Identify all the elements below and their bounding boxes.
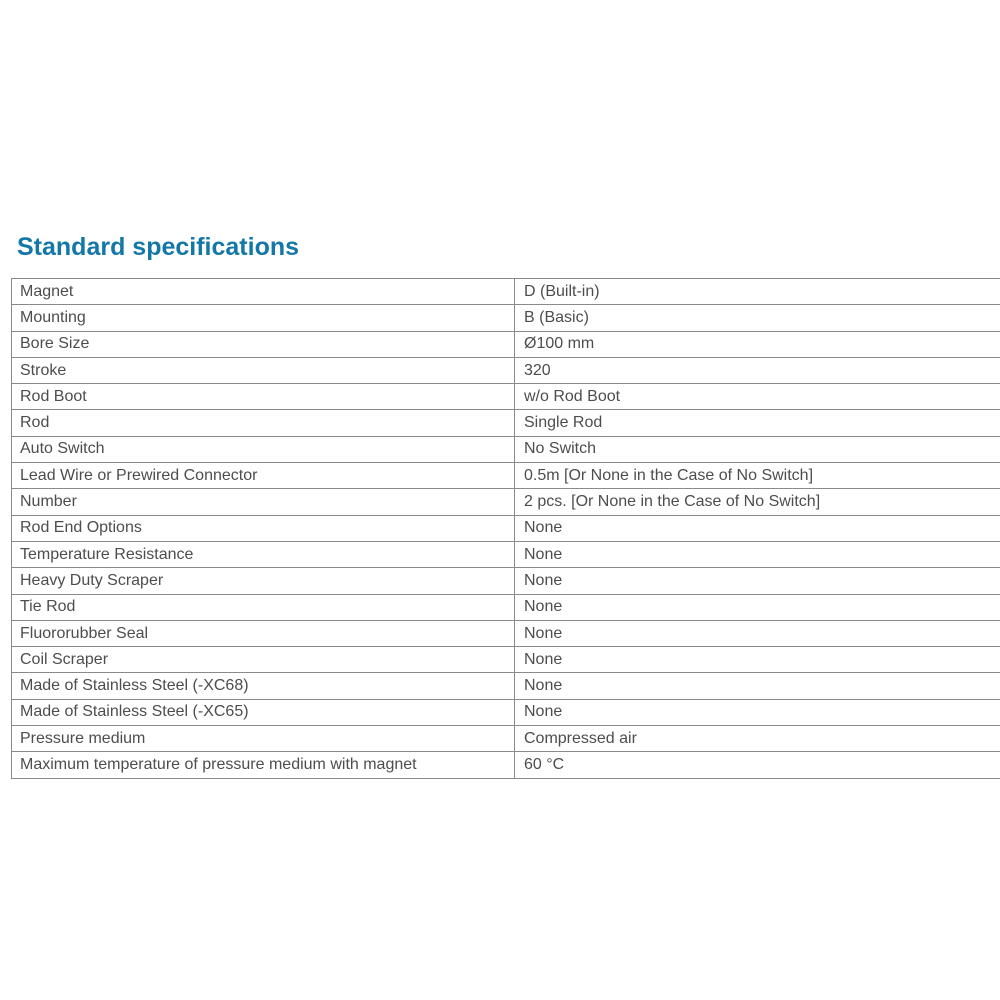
spec-label-cell: Rod End Options (12, 515, 515, 541)
spec-label-cell: Pressure medium (12, 726, 515, 752)
table-row (12, 463, 1000, 489)
spec-value-cell: Ø100 mm (515, 331, 1000, 357)
standard-specifications-table (11, 278, 1000, 779)
table-row (12, 357, 1000, 383)
spec-value-cell: 60 °C (515, 752, 1000, 778)
table-row (12, 436, 1000, 462)
spec-value-cell: 320 (515, 357, 1000, 383)
spec-value-cell: 2 pcs. [Or None in the Case of No Switch] (515, 489, 1000, 515)
spec-value-cell: D (Built-in) (515, 279, 1000, 305)
spec-label-cell: Temperature Resistance (12, 541, 515, 567)
spec-value-cell: None (515, 620, 1000, 646)
spec-label-cell: Bore Size (12, 331, 515, 357)
table-row (12, 673, 1000, 699)
spec-value-cell: Compressed air (515, 726, 1000, 752)
spec-value-cell: None (515, 594, 1000, 620)
spec-label-cell: Coil Scraper (12, 647, 515, 673)
spec-value-cell: None (515, 515, 1000, 541)
spec-label-cell: Heavy Duty Scraper (12, 568, 515, 594)
spec-label-cell: Stroke (12, 357, 515, 383)
spec-table-body (12, 279, 1000, 779)
spec-label-cell: Number (12, 489, 515, 515)
spec-value-cell: Single Rod (515, 410, 1000, 436)
spec-value-cell: 0.5m [Or None in the Case of No Switch] (515, 463, 1000, 489)
table-row (12, 279, 1000, 305)
table-row (12, 726, 1000, 752)
spec-label-cell: Tie Rod (12, 594, 515, 620)
page-title: Standard specifications (17, 233, 300, 261)
spec-label-cell: Rod Boot (12, 384, 515, 410)
spec-value-cell: None (515, 568, 1000, 594)
table-row (12, 647, 1000, 673)
table-row (12, 620, 1000, 646)
spec-value-cell: None (515, 673, 1000, 699)
spec-label-cell: Made of Stainless Steel (-XC68) (12, 673, 515, 699)
table-row (12, 489, 1000, 515)
table-row (12, 541, 1000, 567)
table-row (12, 331, 1000, 357)
spec-label-cell: Auto Switch (12, 436, 515, 462)
spec-label-cell: Lead Wire or Prewired Connector (12, 463, 515, 489)
spec-label-cell: Rod (12, 410, 515, 436)
table-row (12, 384, 1000, 410)
spec-label-cell: Made of Stainless Steel (-XC65) (12, 699, 515, 725)
spec-value-cell: w/o Rod Boot (515, 384, 1000, 410)
spec-value-cell: None (515, 647, 1000, 673)
spec-value-cell: B (Basic) (515, 305, 1000, 331)
table-row (12, 699, 1000, 725)
table-row (12, 410, 1000, 436)
table-row (12, 594, 1000, 620)
spec-value-cell: No Switch (515, 436, 1000, 462)
spec-label-cell: Mounting (12, 305, 515, 331)
table-row (12, 568, 1000, 594)
spec-label-cell: Maximum temperature of pressure medium with magnet (12, 752, 515, 778)
spec-value-cell: None (515, 541, 1000, 567)
spec-label-cell: Fluororubber Seal (12, 620, 515, 646)
table-row (12, 515, 1000, 541)
spec-value-cell: None (515, 699, 1000, 725)
table-row (12, 752, 1000, 778)
table-row (12, 305, 1000, 331)
spec-label-cell: Magnet (12, 279, 515, 305)
